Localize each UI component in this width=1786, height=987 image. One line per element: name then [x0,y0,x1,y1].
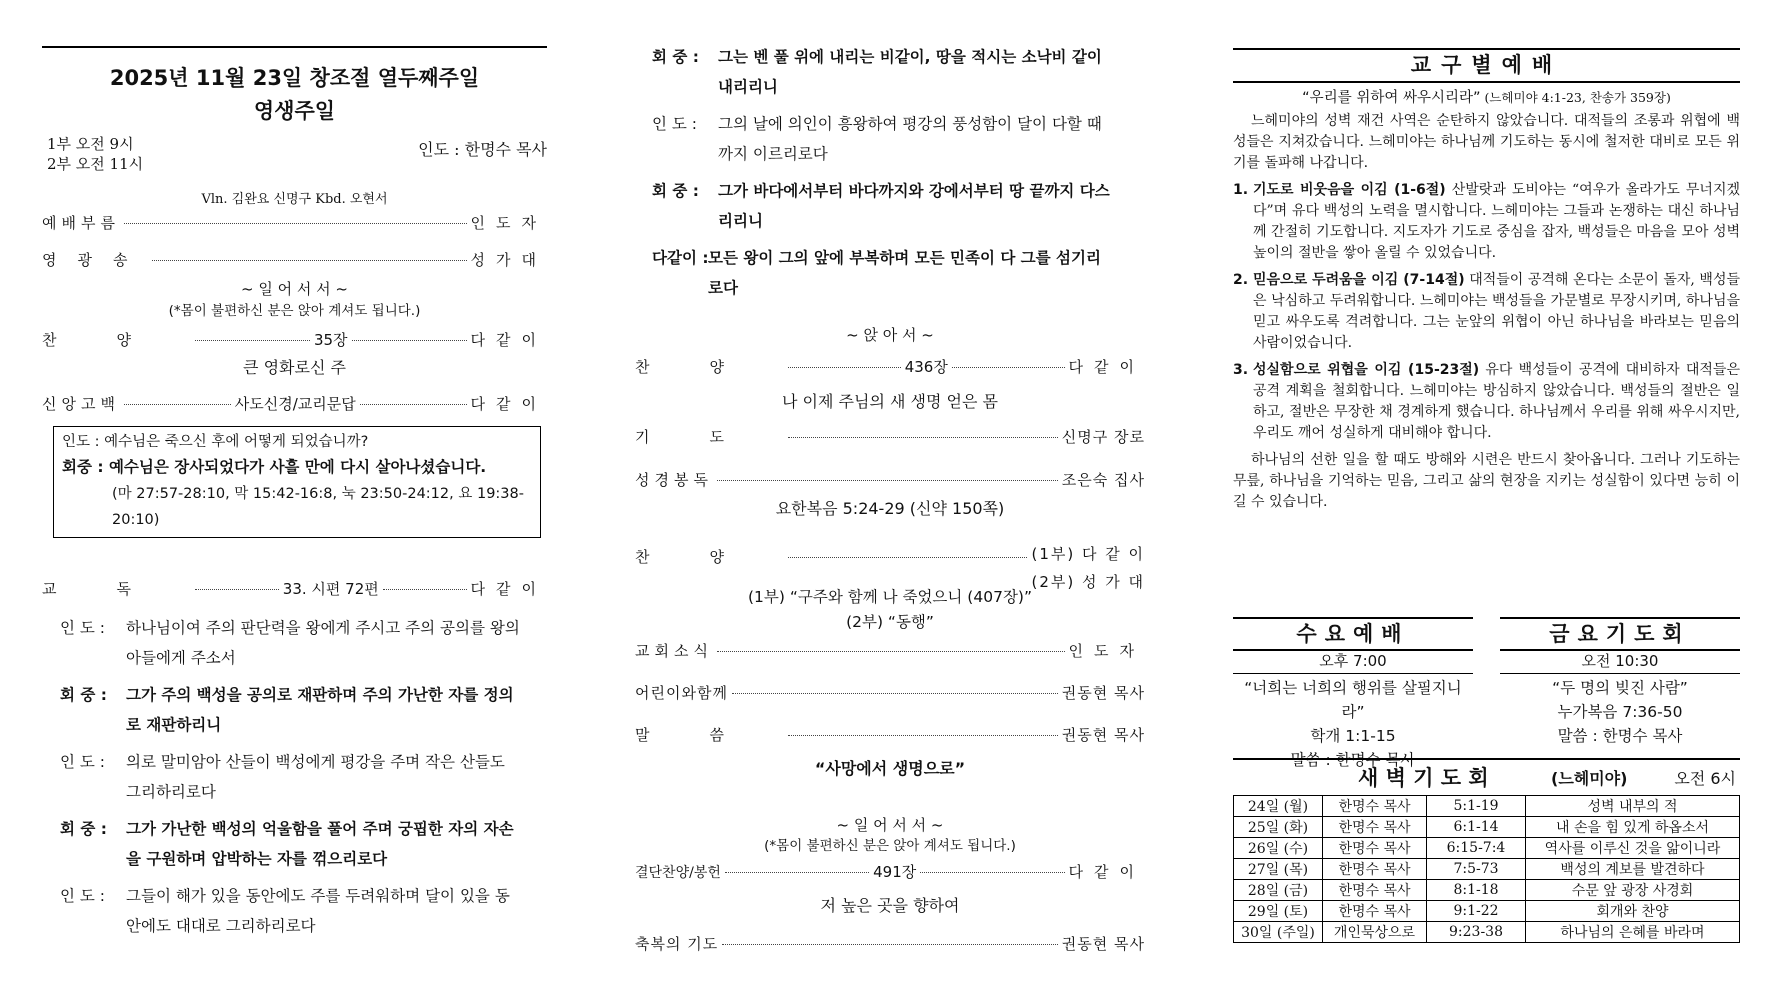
district-point [1233,360,1740,444]
scripture-ref: 요한복음 5:24-29 (신약 150쪽) [775,499,1005,518]
order-label: 축복의 기도 [635,935,719,953]
order-reading [42,578,547,599]
order-label: 교회소식 [635,642,713,660]
order-who: 인도자 [1068,642,1145,660]
service-leader: 인도 : 한명수 목사 [418,140,547,159]
district-intro: 느헤미야의 성벽 재건 사역은 순탄하지 않았습니다. 대적들의 조롱과 위협에 백성들은 지쳐갔습니다. 느헤미야는 하나님께 기도하는 동시에 철저한 대비로 모든 위기를 돌파해 나갑니다. [1233,113,1740,171]
order-news [635,640,1145,661]
order-children [635,682,1145,703]
dawn-heading: 새 벽 기 도 회 [1358,766,1489,790]
leader-cell: 한명수 목사 [1323,796,1427,817]
dawn-time: 오전 6시 [1674,769,1736,788]
passage-cell: 9:1-22 [1427,901,1526,922]
passage-cell: 9:23-38 [1427,922,1526,943]
line-text: 그가 주의 백성을 공의로 재판하며 주의 가난한 자를 정의로 재판하리니 [126,686,514,734]
friday-heading: 금요기도회 [1500,617,1740,651]
order-label: 교독 [42,580,191,598]
line-text: 그가 가난한 백성의 억울함을 풀어 주며 궁핍한 자의 자손을 구원하며 압박하는 자를 꺾으리로다 [126,820,514,868]
table-row [1234,901,1740,922]
responsive-line [652,176,1112,236]
catechism-question: 예수님은 죽으신 후에 어떻게 되었습니까? [104,434,369,450]
title-cell: 수문 앞 광장 사경회 [1526,880,1740,901]
title-cell: 역사를 이루신 것을 앎이니라 [1526,838,1740,859]
bulletin-title [42,46,547,128]
catechism-a-speaker: 회중 : [62,458,109,476]
order-who: 권동현 목사 [1061,935,1145,953]
catechism-q-speaker: 인도 : [62,434,105,450]
service2-time: 2부 오전 11시 [47,155,144,173]
order-who: 다같이 [470,580,548,598]
table-row [1234,922,1740,943]
district-heading: 교구별예배 [1233,48,1740,83]
district-outro: 하나님의 선한 일을 할 때도 방해와 시련은 반드시 찾아옵니다. 그러나 기도하는 무릎, 하나님을 기억하는 믿음, 그리고 삶의 현장을 지키는 성실함이 있다면 능히 이길 수 있습니다. [1233,452,1740,510]
responsive-line [60,814,520,874]
order-creed [42,393,547,414]
order-scripture [635,469,1145,490]
order-who: 다같이 [470,331,548,349]
hymn-number: 436장 [904,358,948,376]
friday-service [1500,617,1740,748]
title-cell: 백성의 계보를 발견하다 [1526,859,1740,880]
hymn-title: 나 이제 주님의 새 생명 얻은 몸 [782,392,998,411]
order-label: 결단찬양/봉헌 [635,865,721,881]
friday-theme: “두 명의 빚진 사람” [1552,679,1688,697]
hymn-title: 큰 영화로신 주 [243,358,346,377]
responsive-line [652,243,1112,303]
order-who: 조은숙 집사 [1061,471,1145,489]
anthem-song1: (1부) “구주와 함께 나 죽었으니 (407장)” [747,588,1032,606]
passage-cell: 6:1-14 [1427,817,1526,838]
title-line1: 2025년 11월 23일 창조절 열두째주일 [109,66,480,90]
line-text: 의로 말미암아 산들이 백성에게 평강을 주며 작은 산들도 그리하리로다 [126,753,505,801]
anthem-who1: (1부) 다 같 이 [1031,545,1145,563]
service1-time: 1부 오전 9시 [47,135,134,153]
right-column [1233,48,1740,513]
point-text: 산발랏과 도비야는 “여우가 올라가도 무너지겠다”며 유다 백성의 노력을 멸시합니다. 느헤미야는 그들과 논쟁하는 대신 하나님께 간절히 기도합니다. 지도자가 기도로 중심을 잡자, 백성들은 마음을 모아 성벽 높이의 절반을 쌓아 올릴 수 있었습니다. [1253,182,1741,261]
date-cell: 24일 (월) [1234,796,1323,817]
anthem-who2: (2부) 성 가 대 [1031,573,1145,591]
leader-cell: 한명수 목사 [1323,880,1427,901]
date-cell: 25일 (화) [1234,817,1323,838]
date-cell: 27일 (목) [1234,859,1323,880]
dawn-heading-row [1233,758,1740,792]
title-cell: 회개와 찬양 [1526,901,1740,922]
catechism-refs: (마 27:57-28:10, 막 15:42-16:8, 눅 23:50-24:12, 요 19:38-20:10) [112,486,524,528]
order-who: 권동현 목사 [1061,684,1145,702]
dawn-book: (느헤미야) [1551,769,1628,788]
creed-text: 사도신경/교리문답 [234,395,356,413]
wednesday-preacher: 말씀 : 한명수 목사 [1290,751,1416,769]
order-label: 성경봉독 [635,471,713,489]
title-line2: 영생주일 [253,99,336,123]
order-gloria [42,249,547,270]
district-theme: “우리를 위하여 싸우시리라” [1302,90,1481,106]
wednesday-heading: 수요예배 [1233,617,1473,651]
sermon-title: “사망에서 생명으로” [814,759,966,778]
table-row [1234,859,1740,880]
date-cell: 28일 (금) [1234,880,1323,901]
musicians: Vln. 김완요 신명구 Kbd. 오현서 [201,192,388,207]
passage-cell: 7:5-73 [1427,859,1526,880]
dawn-schedule-table [1233,795,1740,943]
district-point [1233,270,1740,354]
leader-cell: 한명수 목사 [1323,859,1427,880]
table-row [1234,796,1740,817]
reading-text: 33. 시편 72편 [282,580,379,598]
district-point [1233,180,1740,264]
order-who: 다같이 [1068,863,1146,881]
order-prayer [635,426,1145,447]
anthem-song2: (2부) “동행” [846,613,934,631]
date-cell: 26일 (수) [1234,838,1323,859]
point-heading: 기도로 비웃음을 이김 (1-6절) [1253,182,1446,198]
responsive-line [60,680,520,740]
point-heading: 성실함으로 위협을 이김 (15-23절) [1253,362,1480,378]
title-cell: 성벽 내부의 적 [1526,796,1740,817]
stand-note: (*몸이 불편하신 분은 앉아 계셔도 됩니다.) [168,303,421,319]
order-label: 예배부름 [42,214,120,232]
stand-instruction: ~ 일 어 서 서 ~ [241,280,348,298]
point-number: 2. [1233,272,1249,288]
responsive-line [60,613,520,673]
line-text: 모든 왕이 그의 앞에 부복하며 모든 민족이 다 그를 섬기리로다 [708,249,1101,297]
wednesday-time: 오후 7:00 [1319,652,1387,670]
stand-instruction: ~ 일 어 서 서 ~ [836,816,944,834]
order-who: 다같이 [1068,358,1145,376]
point-text: 대적들이 공격해 온다는 소문이 돌자, 백성들은 낙심하고 두려워합니다. 느헤미야는 백성들을 가문별로 무장시키며, 하나님을 믿고 싸우도록 격려합니다. 그는 눈앞의 위협이 아닌 하나님을 바라보는 믿음의 사람이었습니다. [1253,272,1740,351]
responsive-line [652,42,1112,102]
order-label: 찬양 [635,358,784,376]
leader-cell: 한명수 목사 [1323,817,1427,838]
order-hymn3 [635,861,1145,882]
speaker: 인 도 : [60,619,106,637]
wednesday-service [1233,617,1473,772]
order-hymn2 [635,356,1145,377]
table-row [1234,817,1740,838]
wednesday-ref: 학개 1:1-15 [1310,727,1396,745]
responsive-line [60,747,520,807]
responsive-line [60,881,520,941]
speaker: 회 중 : [60,820,107,838]
speaker: 인 도 : [652,115,698,133]
order-who: 성가대 [470,251,547,269]
leader-cell: 한명수 목사 [1323,901,1427,922]
hymn-title: 저 높은 곳을 향하여 [820,896,960,915]
date-cell: 29일 (토) [1234,901,1323,922]
order-benediction [635,933,1145,954]
friday-preacher: 말씀 : 한명수 목사 [1557,727,1683,745]
speaker: 인 도 : [60,887,106,905]
order-hymn1 [42,329,547,350]
hymn-number: 35장 [313,331,348,349]
catechism-box [53,426,541,538]
order-label: 찬양 [635,548,784,566]
speaker: 다같이 : [652,249,709,267]
line-text: 그들이 해가 있을 동안에도 주를 두려워하며 달이 있을 동안에도 대대로 그리하리로다 [126,887,510,935]
speaker: 회 중 : [60,686,107,704]
hymn-number: 491장 [873,863,917,881]
passage-cell: 8:1-18 [1427,880,1526,901]
title-cell: 내 손을 힘 있게 하옵소서 [1526,817,1740,838]
point-number: 1. [1233,182,1249,198]
date-cell: 30일 (주일) [1234,922,1323,943]
table-row [1234,838,1740,859]
order-label: 신앙고백 [42,395,120,413]
point-number: 3. [1233,362,1249,378]
wednesday-theme: “너희는 너희의 행위를 살필지니라” [1244,679,1462,721]
order-label: 영광송 [42,251,149,269]
order-who: 권동현 목사 [1061,726,1145,744]
order-call-to-worship [42,212,547,233]
passage-cell: 5:1-19 [1427,796,1526,817]
friday-ref: 누가복음 7:36-50 [1557,703,1683,721]
leader-cell: 개인묵상으로 [1323,922,1427,943]
order-label: 기도 [635,428,784,446]
order-who: 다같이 [470,395,547,413]
district-theme-line [1233,85,1740,111]
service-schedule [42,134,547,174]
order-label: 어린이와함께 [635,684,728,702]
district-theme-ref: (느헤미야 4:1-23, 찬송가 359장) [1480,90,1671,105]
order-who: 인도자 [470,214,547,232]
sit-instruction: ~ 앉 아 서 ~ [846,326,934,344]
speaker: 회 중 : [652,48,699,66]
left-column [42,0,547,207]
title-cell: 하나님의 은혜를 바라며 [1526,922,1740,943]
line-text: 그의 날에 의인이 흥왕하여 평강의 풍성함이 달이 다할 때까지 이르리로다 [718,115,1102,163]
point-text: 유다 백성들이 공격에 대비하자 대적들은 공격 계획을 철회합니다. 느헤미야는 방심하지 않았습니다. 백성들의 절반은 일하고, 절반은 무장한 채 경계하게 했습니다. 하나님께서 우리를 위해 싸우시지만, 우리도 깨어 성실하게 대비해야 합니다. [1253,362,1740,441]
friday-time: 오전 10:30 [1581,652,1659,670]
catechism-answer: 예수님은 장사되었다가 사흘 만에 다시 살아나셨습니다. [108,458,487,476]
order-label: 말씀 [635,726,784,744]
line-text: 그가 바다에서부터 바다까지와 강에서부터 땅 끝까지 다스리리니 [718,182,1110,230]
speaker: 회 중 : [652,182,699,200]
stand-note: (*몸이 불편하신 분은 앉아 계셔도 됩니다.) [764,838,1016,854]
speaker: 인 도 : [60,753,106,771]
point-heading: 믿음으로 두려움을 이김 (7-14절) [1253,272,1465,288]
order-label: 찬양 [42,331,191,349]
leader-cell: 한명수 목사 [1323,838,1427,859]
order-who: 신명구 장로 [1061,428,1145,446]
line-text: 하나님이여 주의 판단력을 왕에게 주시고 주의 공의를 왕의 아들에게 주소서 [126,619,520,667]
passage-cell: 6:15-7:4 [1427,838,1526,859]
order-sermon [635,724,1145,745]
responsive-line [652,109,1112,169]
line-text: 그는 벤 풀 위에 내리는 비같이, 땅을 적시는 소낙비 같이 내리리니 [718,48,1102,96]
table-row [1234,880,1740,901]
